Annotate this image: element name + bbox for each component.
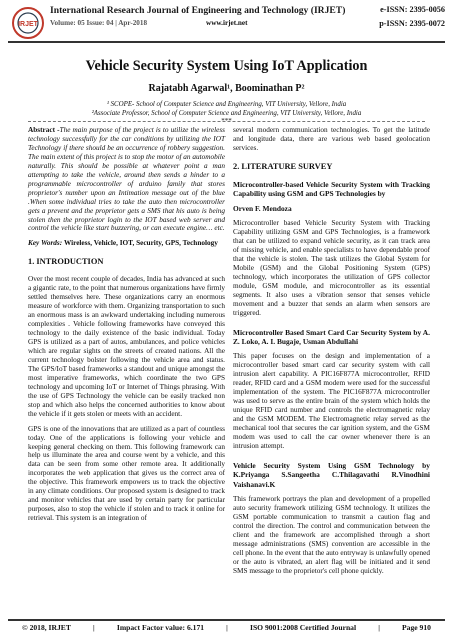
irjet-logo bbox=[10, 6, 46, 40]
abstract bbox=[28, 126, 225, 233]
survey-1-title: Microcontroller-based Vehicle Security System with Tracking Capability using GSM and GPS Technologies by Orven F. Mendoza bbox=[233, 179, 430, 213]
keywords-text: Wireless, Vehicle, IOT, Security, GPS, Technology bbox=[63, 239, 218, 248]
survey-3-text: This framework portrays the plan and development of a propelled auto security framework utilizing GSM technology. It utilizes the GSM portable communication to transmit a caution flag and control the direction. The control and communication between the client and the framework are accomplished through a short message administrations (SMS) convention are accessible in the cell phone. In the event that the auto entryway is unlawfully opened or the auto is vibrated, an alert flag will be initiated and it send SMS message to the proprietor's cell phone quickly. bbox=[233, 495, 430, 575]
footer-iso: ISO 9001:2008 Certified Journal bbox=[249, 623, 357, 632]
journal-pissn: p-ISSN: 2395-0072 bbox=[379, 19, 445, 28]
intro-heading: 1. INTRODUCTION bbox=[28, 257, 104, 267]
logo-text: IRJET bbox=[18, 21, 38, 28]
abstract-label: Abstract - bbox=[28, 126, 60, 134]
left-column bbox=[28, 126, 225, 529]
right-paragraph-0: several modern communication technologies. To get the latitude and longitude data, there are various web based geolocation services. bbox=[233, 126, 430, 152]
journal-volume: Volume: 05 Issue: 04 | Apr-2018 bbox=[50, 19, 148, 27]
footer-sep-1: | bbox=[93, 623, 95, 632]
intro-paragraph-2: GPS is one of the innovations that are utilized as a part of countless today. One of the applications is following your vehicle and keeping general checking on them. This following framework can help us illuminate the area and course went by a vehicle, and this data can be seen from some other remote area. It additionally incorporates the web application that gives us the correct area of the objective. This framework empowers us to track the objective in any climate conditions. Our proposed system is designed to track and monitor vehicles that are used by certain party for particular purposes, also to stop the vehicle if stolen and to track it online for retrieval. This system is an integration of bbox=[28, 424, 225, 523]
survey-1-author: Orven F. Mendoza bbox=[233, 203, 292, 213]
footer-rule bbox=[8, 619, 445, 621]
affiliation-2: ²Associate Professor, School of Computer Science and Engineering, VIT University, Vellore, India bbox=[91, 110, 362, 117]
paper-title: Vehicle Security System Using IoT Application bbox=[85, 58, 368, 74]
page-footer bbox=[22, 623, 431, 632]
literature-heading: 2. LITERATURE SURVEY bbox=[233, 161, 333, 171]
footer-sep-3: | bbox=[378, 623, 380, 632]
keywords-label: Key Words: bbox=[28, 239, 63, 248]
affiliation-1: ¹ SCOPE- School of Computer Science and Engineering, VIT University, Vellore, India bbox=[106, 101, 347, 108]
journal-website: www.irjet.net bbox=[206, 19, 248, 27]
survey-2-text: This paper focuses on the design and implementation of a microcontroller based smart card car security system with call intrusion alert capability. A PIC16F877A microcontroller, RFID reader, RFID card and a GSM modem were used for the successful implementation of the system. The PIC16F877A microcontroller was used to serve as the entire brain of the system which holds the unique RFID card number and controls the electromagnetic relay and the GSM MODEM. The Electromagnetic relay served as the mechanical tool that secures the car ignition system, and the GSM modem was used to call the car owner whenever there is an intrusion attempt. bbox=[233, 352, 430, 450]
footer-impact: Impact Factor value: 6.171 bbox=[116, 623, 205, 632]
footer-copyright: © 2018, IRJET bbox=[22, 623, 71, 632]
right-column bbox=[233, 126, 430, 582]
footer-page: Page 910 bbox=[402, 623, 431, 632]
survey-3-title: Vehicle Security System Using GSM Technology by K.Priyanga S.Sangeetha C.Thilagavathi R.Vinodhini Vaishanavi.K bbox=[233, 460, 430, 489]
survey-1-text: Microcontroller based Vehicle Security System with Tracking Capability utilizing GSM and GPS Technologies, is a framework that can be utilized to expand vehicle security, as it can track area of missing vehicle, and enable specialists to have dependable proof that the vehicle is stolen. The task utilizes the Global System for Mobile (GSM) and the Global Positioning System (GPS) technology, which incorporates the utilization of GPS collector module, GSM module, and microcontroller as its essential segments. It also uses a vibration sensor that senses vehicle movement and a buzzer that sends an alarm when sensors are triggered. bbox=[233, 219, 430, 317]
intro-paragraph-1: Over the most recent couple of decades, India has advanced at such a gigantic rate, to the point that numerous organizations have firmly settled themselves here. These organizations carry an enormous measure of workforce with them. Organizing transportation to such an enormous mass is an awkward undertaking including numerous complexities . Vehicle following frameworks have conveyed this technology to the daily existence of the basic individual. Today GPS is utilized as a part of autos, ambulances, and police vehicles which are regular sights on the streets of created nations. All the current technology bolster following the vehicle area and status. The GPS/IoT based frameworks a standout and unique amongst the most imperative frameworks, which coordinate the two GPS technology and upcoming IoT or Internet of Things phrasing. With the use of GPS Technology the vehicle can be easily tracked non stop and which also helps the concerned authorities to know about the vehicle if it gets stolen or meets with an accident. bbox=[28, 275, 225, 418]
footer-sep-2: | bbox=[226, 623, 228, 632]
separator-stars: *** bbox=[221, 117, 232, 125]
abstract-text: The main purpose of the project is to utilize the wireless technology successfully for the car conditions by utilizing the IOT Technology if there should be an occurrence of robbery suggestion. The main extent of this project is to stop the motor of an automobile naturally. This should be possible at whatever point a man attempting to take the vehicle, around then sends a hinder to a programmable microcontroller of arduino family that stores proprietor's number upon an Intimation message out of the blue .When some individual tries to take the auto then microcontroller gets a prevent and the proprietor gets a SMS that his auto is being stolen then the proprietor login to the IOT based web server and control the vehicle like start buzzering, or can execute engine… etc. bbox=[28, 126, 225, 233]
journal-eissn: e-ISSN: 2395-0056 bbox=[380, 5, 445, 14]
header-rule bbox=[8, 41, 445, 43]
journal-name: International Research Journal of Engineering and Technology (IRJET) bbox=[50, 5, 346, 16]
keywords bbox=[28, 239, 225, 248]
paper-authors: Rajatabh Agarwal¹, Boominathan P² bbox=[148, 83, 305, 94]
survey-2-title: Microcontroller Based Smart Card Car Security System by A. Z. Loko, A. I. Bugaje, Usman Abdullahi bbox=[233, 327, 430, 346]
